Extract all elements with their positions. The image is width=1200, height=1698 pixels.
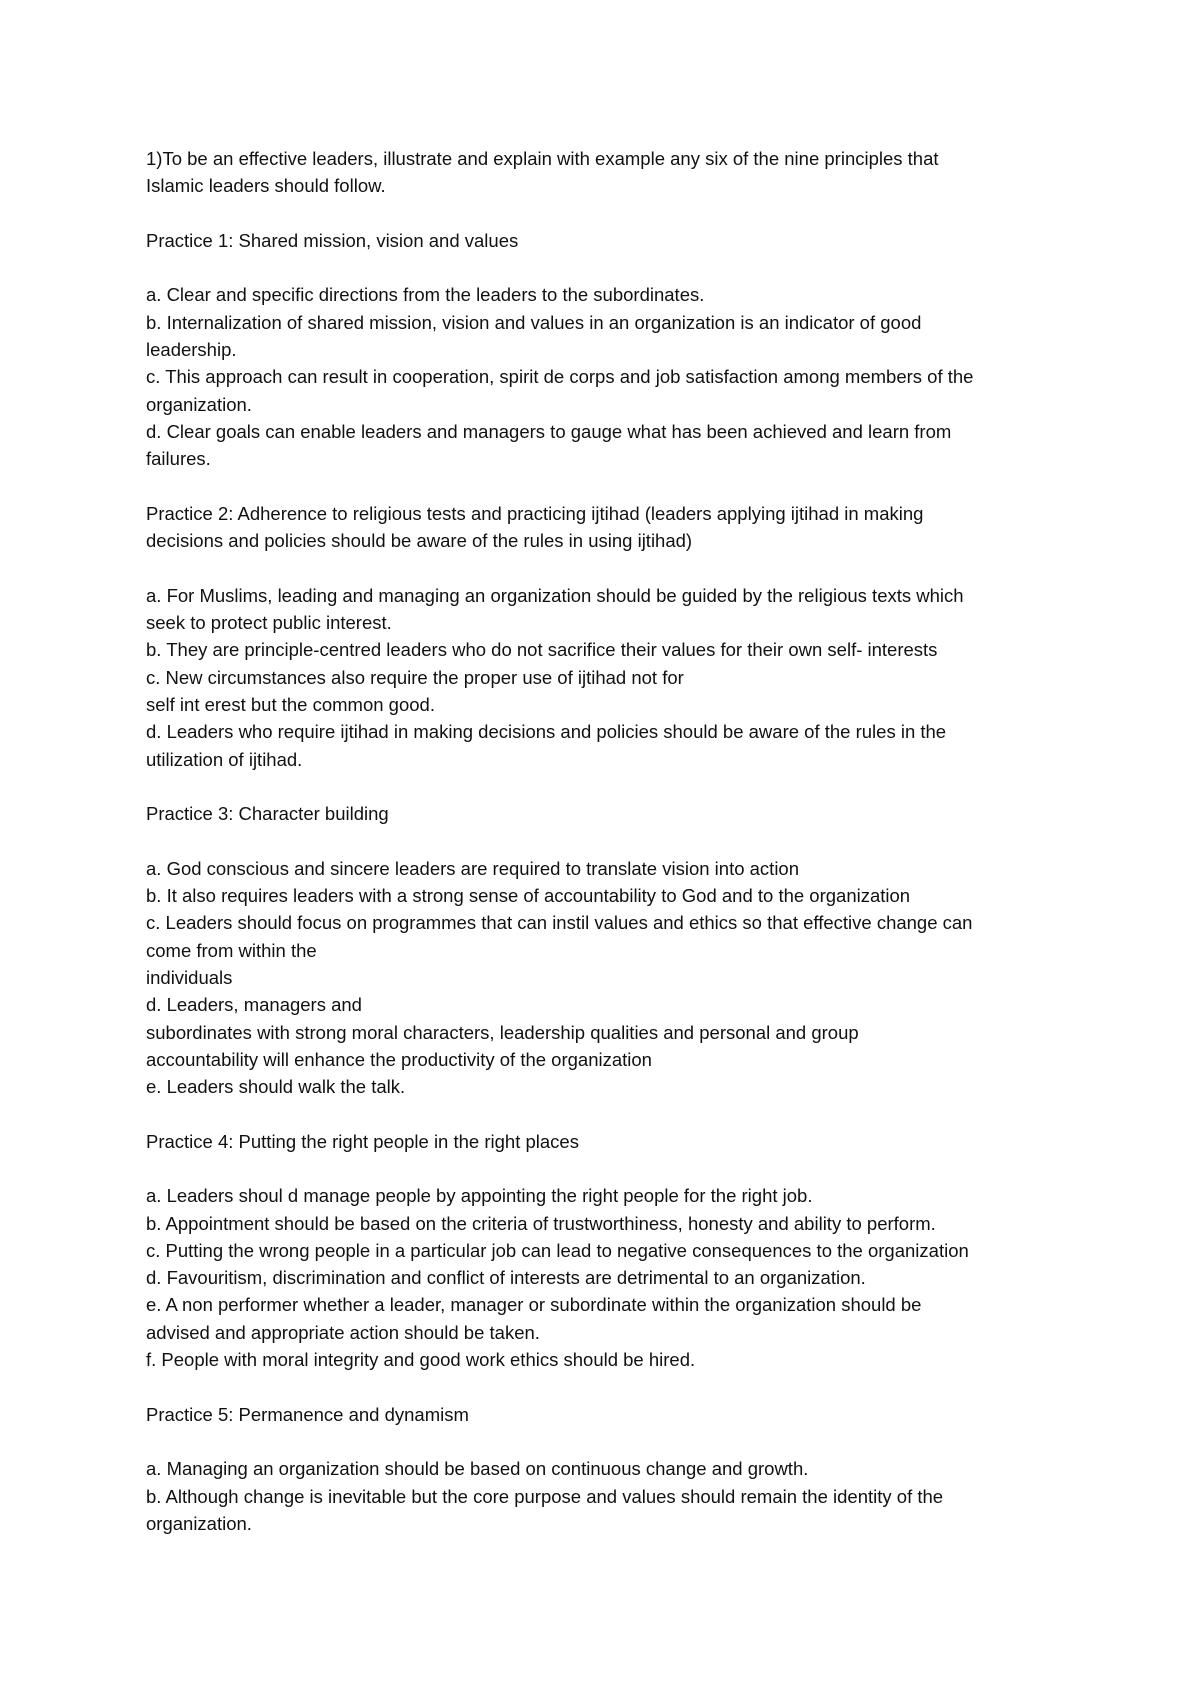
spacer	[146, 554, 1066, 581]
practice-3-line: individuals	[146, 966, 233, 988]
practice-5-line: organization.	[146, 1512, 252, 1534]
practice-1-line: b. Internalization of shared mission, vision and values in an organization is an indicator of good	[146, 311, 922, 333]
practice-4-line: f. People with moral integrity and good work ethics should be hired.	[146, 1349, 696, 1371]
practice-5-line: b. Although change is inevitable but the core purpose and values should remain the identity of the	[146, 1485, 944, 1507]
practice-3-heading: Practice 3: Character building	[146, 803, 389, 825]
practice-4-line: e. A non performer whether a leader, manager or subordinate within the organization should be	[146, 1294, 922, 1316]
practice-3-line: e. Leaders should walk the talk.	[146, 1076, 406, 1098]
practice-2-heading: decisions and policies should be aware of the rules in using ijtihad)	[146, 530, 693, 552]
practice-3-line: a. God conscious and sincere leaders are required to translate vision into action	[146, 857, 800, 879]
practice-4-line: d. Favouritism, discrimination and conflict of interests are detrimental to an organization.	[146, 1267, 866, 1289]
spacer	[146, 473, 1066, 500]
document-body	[146, 145, 1066, 1537]
practice-3-line: b. It also requires leaders with a strong sense of accountability to God and to the organization	[146, 885, 911, 907]
practice-1-line: failures.	[146, 448, 211, 470]
practice-3-line: subordinates with strong moral characters, leadership qualities and personal and group	[146, 1021, 859, 1043]
practice-2-line: d. Leaders who require ijtihad in making decisions and policies should be aware of the rules in the	[146, 721, 947, 743]
practice-2-line: a. For Muslims, leading and managing an organization should be guided by the religious texts which	[146, 584, 964, 606]
practice-1-line: d. Clear goals can enable leaders and managers to gauge what has been achieved and learn from	[146, 420, 952, 442]
practice-3-line: come from within the	[146, 939, 317, 961]
practice-5-heading: Practice 5: Permanence and dynamism	[146, 1403, 469, 1425]
question-line: Islamic leaders should follow.	[146, 175, 386, 197]
practice-2-line: c. New circumstances also require the proper use of ijtihad not for	[146, 666, 684, 688]
practice-1-line: c. This approach can result in cooperation, spirit de corps and job satisfaction among members of the	[146, 366, 974, 388]
practice-4-line: b. Appointment should be based on the criteria of trustworthiness, honesty and ability to perform.	[146, 1212, 936, 1234]
practice-1-line: leadership.	[146, 339, 237, 361]
practice-3-line: accountability will enhance the productivity of the organization	[146, 1048, 652, 1070]
spacer	[146, 1100, 1066, 1127]
practice-3-line: c. Leaders should focus on programmes that can instil values and ethics so that effective change can	[146, 912, 973, 934]
practice-4-line: advised and appropriate action should be taken.	[146, 1321, 540, 1343]
spacer	[146, 1155, 1066, 1182]
practice-2-heading: Practice 2: Adherence to religious tests and practicing ijtihad (leaders applying ijtihad in making	[146, 502, 924, 524]
practice-2-line: b. They are principle-centred leaders who do not sacrifice their values for their own self- interests	[146, 639, 938, 661]
spacer	[146, 827, 1066, 854]
spacer	[146, 200, 1066, 227]
practice-1-heading: Practice 1: Shared mission, vision and values	[146, 229, 519, 251]
spacer	[146, 254, 1066, 281]
spacer	[146, 1428, 1066, 1455]
practice-3-line: d. Leaders, managers and	[146, 994, 362, 1016]
practice-5-line: a. Managing an organization should be based on continuous change and growth.	[146, 1458, 809, 1480]
practice-1-line: organization.	[146, 393, 252, 415]
question-line: 1)To be an effective leaders, illustrate and explain with example any six of the nine principles that	[146, 148, 939, 169]
spacer	[146, 773, 1066, 800]
practice-2-line: self int erest but the common good.	[146, 693, 435, 715]
practice-2-line: utilization of ijtihad.	[146, 748, 303, 770]
practice-4-line: c. Putting the wrong people in a particular job can lead to negative consequences to the organization	[146, 1239, 969, 1261]
practice-2-line: seek to protect public interest.	[146, 612, 392, 634]
spacer	[146, 1373, 1066, 1400]
practice-4-heading: Practice 4: Putting the right people in the right places	[146, 1130, 579, 1152]
practice-4-line: a. Leaders shoul d manage people by appointing the right people for the right job.	[146, 1185, 813, 1207]
practice-1-line: a. Clear and specific directions from the leaders to the subordinates.	[146, 284, 705, 306]
